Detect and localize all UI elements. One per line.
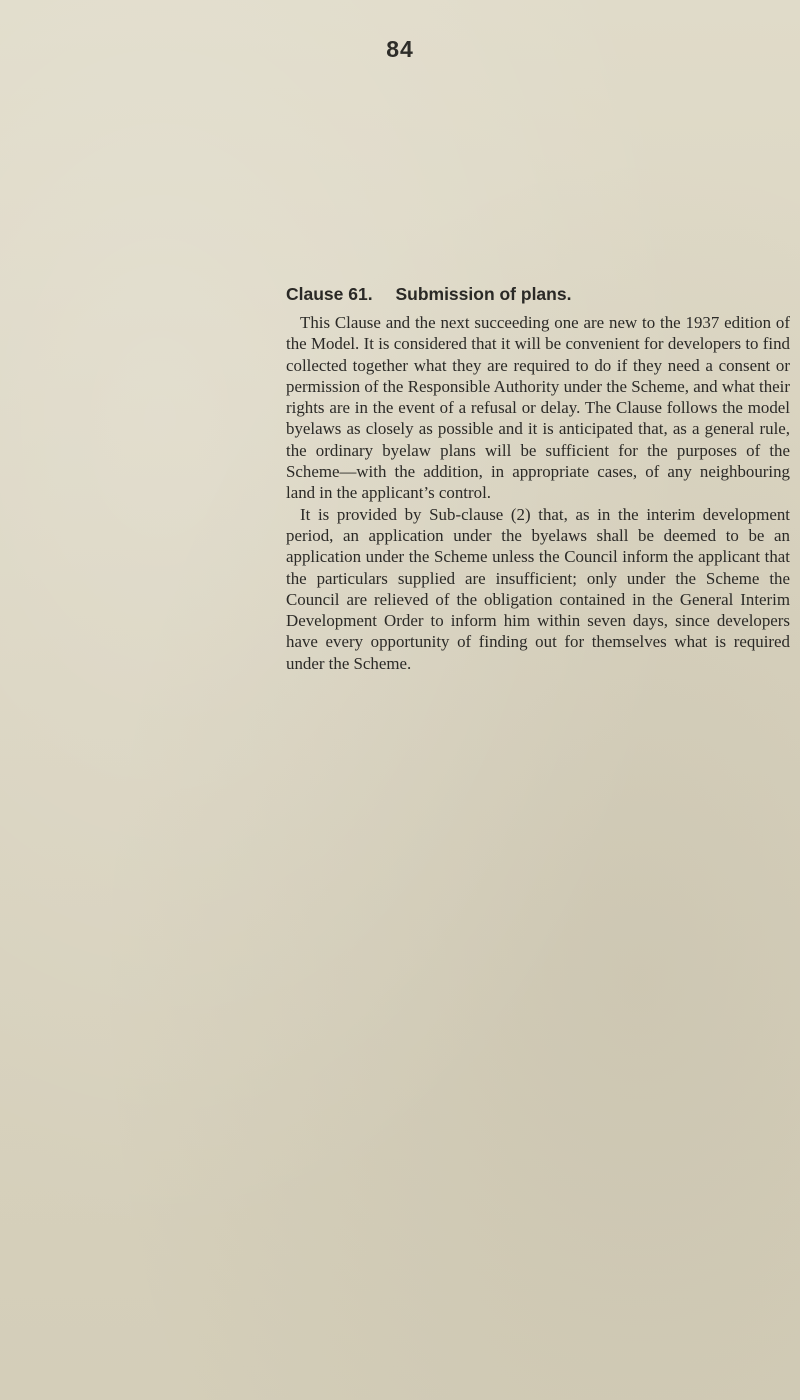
- paragraph-2: It is provided by Sub-clause (2) that, as in the interim development period, an application under the byelaws shall be deemed to be an application under the Scheme unless the Council inform the applicant that the particulars supplied are insufficient; only under the Scheme the Council are relieved of the obligation contained in the General Interim Development Order to inform him within seven days, since developers have every opportunity of finding out for themselves what is required under the Scheme.: [286, 504, 790, 673]
- clause-body: [286, 312, 790, 674]
- clause-heading: [286, 284, 571, 305]
- clause-label: Clause 61.: [286, 284, 373, 304]
- clause-title: Submission of plans.: [395, 284, 572, 304]
- page-number: 84: [386, 36, 414, 62]
- paragraph-1: This Clause and the next succeeding one are new to the 1937 edition of the Model. It is considered that it will be convenient for developers to find collected together what they are required to do if they need a consent or permission of the Responsible Authority under the Scheme, and what their rights are in the event of a refusal or delay. The Clause follows the model byelaws as closely as possible and it is anticipated that, as a general rule, the ordinary byelaw plans will be sufficient for the purposes of the Scheme—with the addition, in appropriate cases, of any neighbouring land in the applicant’s control.: [286, 313, 790, 503]
